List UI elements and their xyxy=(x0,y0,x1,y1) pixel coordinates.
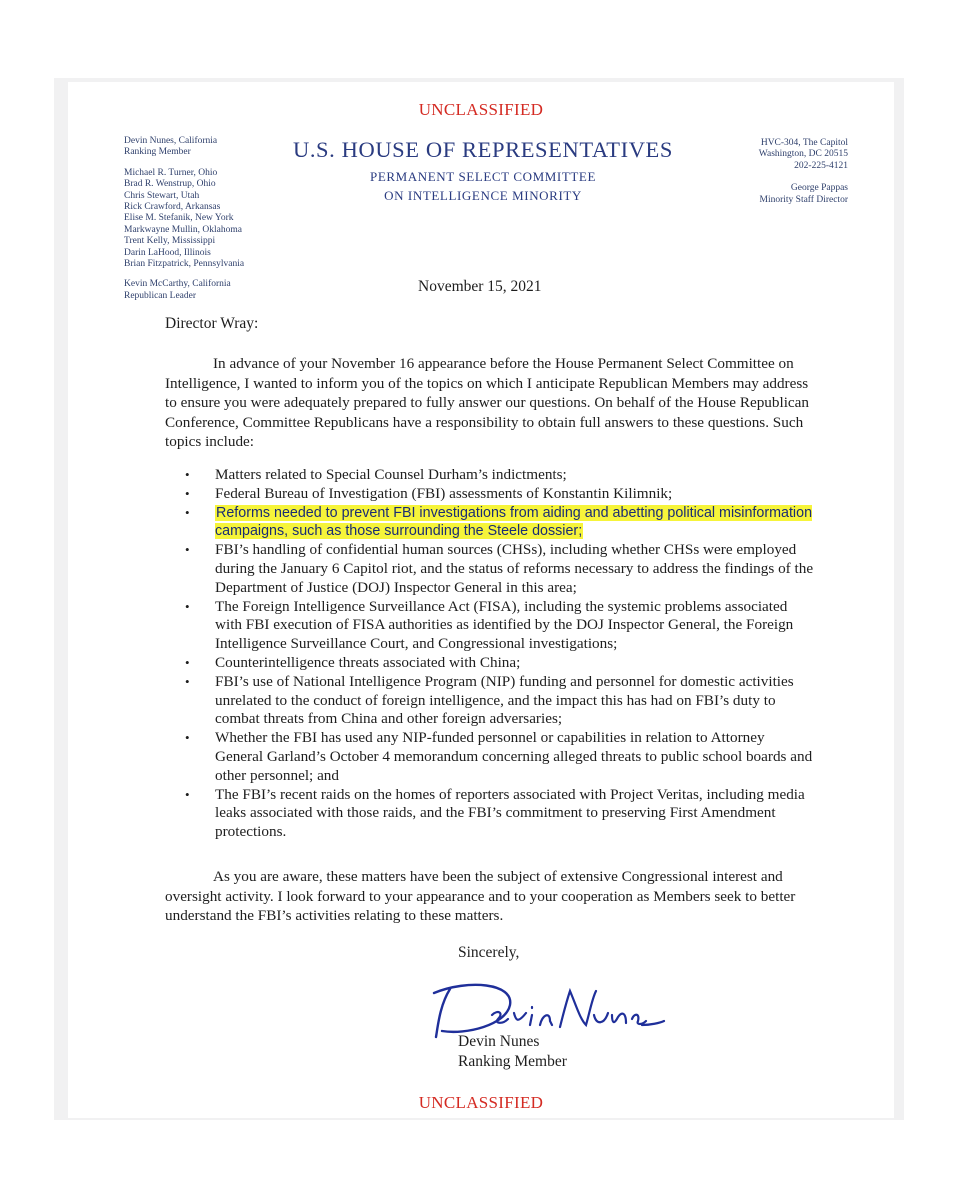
list-item xyxy=(185,485,815,504)
member-line: Kevin McCarthy, California xyxy=(124,279,231,290)
list-item-text: Counterintelligence threats associated with China; xyxy=(215,653,521,671)
valediction: Sincerely, xyxy=(458,944,520,961)
signature xyxy=(428,969,668,1043)
address-line: Washington, DC 20515 xyxy=(758,149,848,160)
list-item xyxy=(185,673,815,729)
member-line: Trent Kelly, Mississippi xyxy=(124,236,216,247)
member-line: Republican Leader xyxy=(124,290,197,301)
list-item xyxy=(185,729,815,785)
member-line: Elise M. Stefanik, New York xyxy=(124,213,234,224)
member-line: Markwayne Mullin, Oklahoma xyxy=(124,224,242,235)
list-item-text: Federal Bureau of Investigation (FBI) assessments of Konstantin Kilimnik; xyxy=(215,484,673,502)
list-item xyxy=(185,466,815,485)
list-item xyxy=(185,654,815,673)
list-item-text: The Foreign Intelligence Surveillance Act (FISA), including the systemic problems associated with FBI execution of FISA authorities as identified by the DOJ Inspector General, the Foreign Intelligence Surveillance Court, and Congressional investigations; xyxy=(215,597,794,653)
list-item-text: The FBI’s recent raids on the homes of reporters associated with Project Veritas, including media leaks associated with those raids, and the FBI’s commitment to preserving First Amendment protections. xyxy=(215,785,805,841)
bullet-glyph: • xyxy=(185,673,190,689)
salutation: Director Wray: xyxy=(165,315,259,332)
signature-stroke xyxy=(434,985,510,1037)
committee-name-line-2: ON INTELLIGENCE MINORITY xyxy=(384,188,582,203)
signer-title: Ranking Member xyxy=(458,1053,567,1070)
list-item xyxy=(185,786,815,842)
classification-bottom: UNCLASSIFIED xyxy=(418,1093,544,1112)
list-item-text: Matters related to Special Counsel Durham’s indictments; xyxy=(215,466,567,483)
list-item-text: Whether the FBI has used any NIP-funded personnel or capabilities in relation to Attorney General Garland’s October 4 memorandum concerning alleged threats to public school boards and other personnel; and xyxy=(215,729,813,784)
letter-date: November 15, 2021 xyxy=(418,278,542,295)
staff-director-name: George Pappas xyxy=(790,183,848,194)
bullet-glyph: • xyxy=(185,730,190,746)
bullet-glyph: • xyxy=(185,504,190,520)
bullet-glyph: • xyxy=(185,542,190,558)
letterhead-address-block xyxy=(708,138,848,206)
classification-top: UNCLASSIFIED xyxy=(418,100,544,119)
member-line: Brian Fitzpatrick, Pennsylvania xyxy=(124,259,245,270)
letterhead-title-block xyxy=(268,137,698,205)
member-line: Michael R. Turner, Ohio xyxy=(124,167,218,178)
committee-name-line-1: PERMANENT SELECT COMMITTEE xyxy=(369,169,596,184)
bullet-glyph: • xyxy=(185,598,190,614)
letter-page xyxy=(68,82,894,1118)
signer-name: Devin Nunes xyxy=(458,1033,540,1050)
bullet-glyph: • xyxy=(185,485,190,501)
list-item-text: FBI’s use of National Intelligence Program (NIP) funding and personnel for domestic activities unrelated to the conduct of foreign intelligence, and the impact this has had on FBI’s duty to combat threats from China and other foreign adversaries; xyxy=(215,672,794,728)
member-line: Devin Nunes, California xyxy=(124,136,218,146)
bullet-glyph: • xyxy=(185,467,190,482)
bullet-glyph: • xyxy=(185,786,190,802)
intro-paragraph: In advance of your November 16 appearance before the House Permanent Select Committee on Intelligence, I wanted to inform you of the topics on which I anticipate Republican Members may address to ensure you were adequately prepared to fully answer our questions. On behalf of the House Republican Conference, Committee Republicans have a responsibility to obtain full answers to these questions. Such topics include: xyxy=(165,355,810,450)
list-item xyxy=(185,541,815,597)
list-item-text: FBI’s handling of confidential human sources (CHSs), including whether CHSs were employed during the January 6 Capitol riot, and the status of reforms necessary to address the findings of the Department of Justice (DOJ) Inspector General in this area; xyxy=(215,541,814,596)
member-line: Brad R. Wenstrup, Ohio xyxy=(124,179,216,190)
member-line: Rick Crawford, Arkansas xyxy=(124,202,221,213)
closing-paragraph: As you are aware, these matters have been the subject of extensive Congressional interest and oversight activity. I look forward to your appearance and to your cooperation as Members seek to better understand the FBI’s activities relating to these matters. xyxy=(165,868,796,924)
member-line: Darin LaHood, Illinois xyxy=(124,247,211,258)
address-line: HVC-304, The Capitol xyxy=(760,138,848,148)
house-title: U.S. HOUSE OF REPRESENTATIVES xyxy=(292,137,673,162)
signature-stroke xyxy=(492,1007,552,1025)
signature-stroke xyxy=(560,991,664,1027)
list-item xyxy=(185,598,815,654)
address-line: 202-225-4121 xyxy=(794,160,848,171)
staff-director-title: Minority Staff Director xyxy=(759,194,848,205)
topics-list xyxy=(185,466,815,842)
bullet-glyph: • xyxy=(185,654,190,670)
highlighted-text: Reforms needed to prevent FBI investigations from aiding and abetting political misinformation campaigns, such as those surrounding the Steele dossier; xyxy=(215,504,813,540)
list-item-highlighted xyxy=(185,504,815,542)
member-line: Chris Stewart, Utah xyxy=(124,190,200,201)
leader-block xyxy=(124,279,294,302)
member-line: Ranking Member xyxy=(124,147,191,158)
